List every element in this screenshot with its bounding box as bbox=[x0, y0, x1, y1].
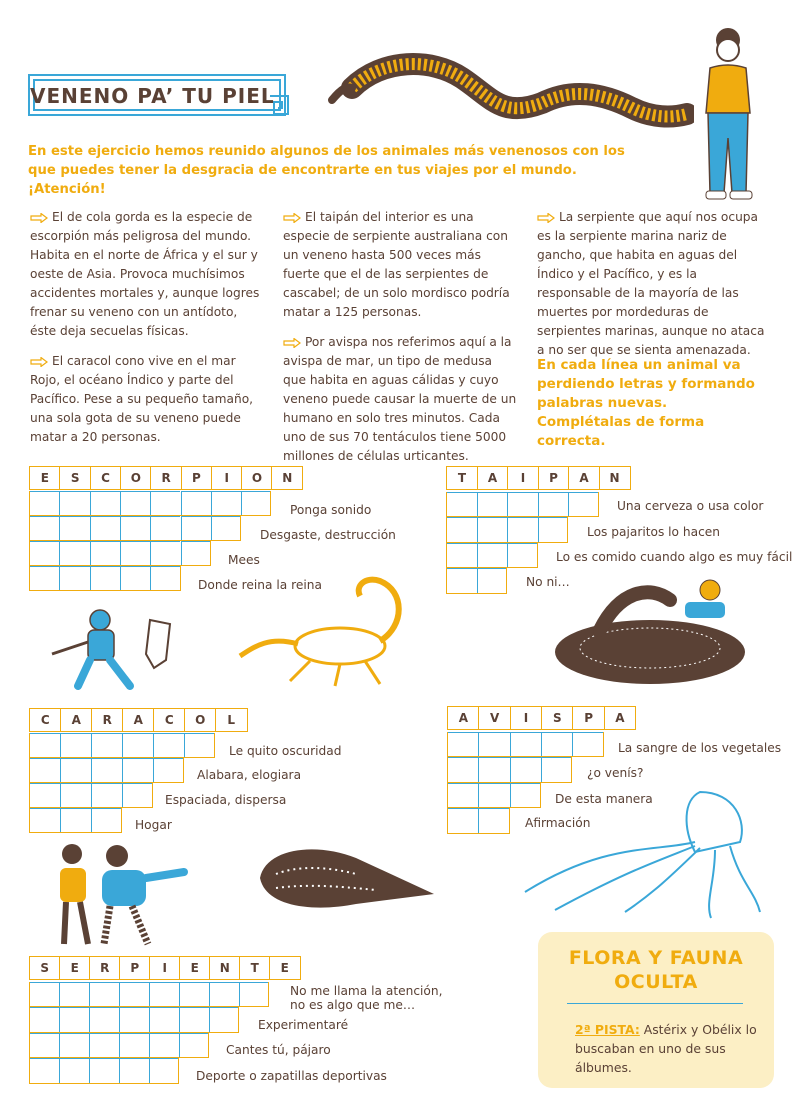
clue-avispa-4: Afirmación bbox=[525, 816, 591, 830]
letter-cell: T bbox=[446, 466, 478, 490]
row-border bbox=[29, 566, 181, 591]
divider bbox=[567, 1003, 743, 1004]
letter-cell: R bbox=[150, 466, 182, 490]
row-border bbox=[29, 541, 211, 566]
letter-cell: P bbox=[181, 466, 213, 490]
letter-cell: E bbox=[179, 956, 211, 980]
row-border bbox=[29, 491, 271, 516]
row-border bbox=[29, 1033, 209, 1059]
clue-escorpion-4: Donde reina la reina bbox=[198, 578, 322, 592]
couple-illustration bbox=[52, 842, 192, 950]
cone-snail-illustration bbox=[246, 838, 442, 918]
row-border bbox=[447, 808, 510, 834]
arrow-icon bbox=[537, 213, 555, 223]
arrow-icon bbox=[283, 213, 301, 223]
row-border bbox=[29, 982, 269, 1008]
clue-serpiente-1a: No me llama la atención, bbox=[290, 984, 443, 998]
challenge-instructions: En cada línea un animal va perdiendo letras y formando palabras nuevas. Complétalas de forma correcta. bbox=[537, 357, 755, 449]
clue-serpiente-4: Deporte o zapatillas deportivas bbox=[196, 1069, 387, 1083]
letter-cell: R bbox=[89, 956, 121, 980]
flora-fauna-title: FLORA Y FAUNA OCULTA bbox=[568, 947, 744, 993]
clue-caracol-1: Le quito oscuridad bbox=[229, 744, 342, 758]
letter-cell: P bbox=[119, 956, 151, 980]
letter-cell: A bbox=[604, 706, 637, 730]
fact-avispa: Por avispa nos referimos aquí a la avispa de mar, un tipo de medusa que habita en aguas cálidas y cuyo veneno puede causar la muerte de un humano en solo tres minutos. Cada uno de sus 70 tentáculos tiene 5000 millones de células urticantes. bbox=[283, 335, 517, 463]
facts-column-2 bbox=[283, 208, 517, 477]
facts-column-1 bbox=[30, 208, 262, 458]
fact-caracol: El caracol cono vive en el mar Rojo, el océano Índico y parte del Pacífico. Pese a su pequeño tamaño, una sola gota de su veneno puede matar a 20 personas. bbox=[30, 354, 254, 444]
letter-cell: E bbox=[59, 956, 91, 980]
fact-serpiente: La serpiente que aquí nos ocupa es la serpiente marina nariz de gancho, que habita en aguas del Índico y el Pacífico, y es la responsable de la mayoría de las muertes por mordeduras de serpientes marinas, aunque no ataca a no ser que se sienta amenazada. bbox=[537, 210, 765, 357]
clue-taipan-3: Lo es comido cuando algo es muy fácil bbox=[556, 550, 793, 564]
clue-taipan-4: No ni… bbox=[526, 575, 570, 589]
row-border bbox=[447, 732, 604, 758]
letter-cell: P bbox=[538, 466, 570, 490]
clue-caracol-2: Alabara, elogiara bbox=[197, 768, 302, 782]
scared-person-illustration bbox=[688, 18, 768, 208]
scorpion-illustration bbox=[230, 566, 430, 692]
arrow-icon bbox=[30, 357, 48, 367]
intro-text: En este ejercicio hemos reunido algunos de los animales más venenosos con los que puedes tener la desgracia de encontrarte en tus viajes por el mundo. ¡Atención! bbox=[28, 144, 625, 197]
letter-cell: I bbox=[149, 956, 181, 980]
facts-column-3 bbox=[537, 208, 771, 371]
row-border bbox=[29, 1007, 239, 1033]
clue-caracol-4: Hogar bbox=[135, 818, 172, 832]
letter-cell: C bbox=[90, 466, 122, 490]
clue-taipan-2: Los pajaritos lo hacen bbox=[587, 525, 721, 539]
letter-cell: S bbox=[29, 956, 61, 980]
row-border bbox=[447, 757, 572, 783]
clue-serpiente-2: Experimentaré bbox=[258, 1018, 349, 1032]
clue-avispa-2: ¿o venís? bbox=[587, 766, 644, 780]
letter-cell: S bbox=[541, 706, 574, 730]
snake-illustration bbox=[322, 48, 694, 138]
flora-hint: 2ª PISTA: Astérix y Obélix lo buscaban en uno de sus álbumes. bbox=[575, 1022, 757, 1075]
letter-cell: A bbox=[60, 708, 93, 732]
letter-cell: T bbox=[239, 956, 271, 980]
letter-cell: E bbox=[29, 466, 61, 490]
letter-cell: A bbox=[477, 466, 509, 490]
row-border bbox=[29, 733, 215, 758]
knight-illustration bbox=[38, 602, 178, 698]
letter-cell: O bbox=[241, 466, 273, 490]
letter-cell: A bbox=[568, 466, 600, 490]
clue-avispa-1: La sangre de los vegetales bbox=[618, 741, 782, 755]
letter-cell: C bbox=[153, 708, 186, 732]
clue-serpiente-1b: no es algo que me… bbox=[290, 998, 416, 1012]
clue-escorpion-1: Ponga sonido bbox=[290, 503, 372, 517]
letter-cell: R bbox=[91, 708, 124, 732]
clue-avispa-3: De esta manera bbox=[555, 792, 653, 806]
letter-cell: N bbox=[209, 956, 241, 980]
letter-cell: L bbox=[215, 708, 248, 732]
row-border bbox=[29, 1058, 179, 1084]
letter-cell: V bbox=[478, 706, 511, 730]
row-border bbox=[446, 492, 599, 518]
clue-escorpion-2: Desgaste, destrucción bbox=[260, 528, 396, 542]
row-border bbox=[29, 516, 241, 541]
letter-cell: O bbox=[120, 466, 152, 490]
letter-cell: S bbox=[59, 466, 91, 490]
fact-escorpion: El de cola gorda es la especie de escorpión más peligrosa del mundo. Habita en el norte de África y el sur y oeste de Asia. Provoca muchísimos accidentes mortales y, aunque logres frenar su veneno con un antídoto, éste deja secuelas físicas. bbox=[30, 210, 260, 338]
letter-cell: N bbox=[271, 466, 303, 490]
row-border bbox=[29, 783, 153, 808]
clue-taipan-1: Una cerveza o usa color bbox=[617, 499, 764, 513]
clue-escorpion-3: Mees bbox=[228, 553, 260, 567]
row-border bbox=[446, 568, 507, 594]
page-title: VENENO PA’ TU PIEL bbox=[30, 84, 275, 108]
clue-serpiente-3: Cantes tú, pájaro bbox=[226, 1043, 331, 1057]
clue-caracol-3: Espaciada, dispersa bbox=[165, 793, 287, 807]
box-jellyfish-illustration bbox=[515, 782, 765, 920]
arrow-icon bbox=[30, 213, 48, 223]
letter-cell: I bbox=[211, 466, 243, 490]
letter-cell: N bbox=[599, 466, 631, 490]
row-border bbox=[29, 808, 122, 833]
arrow-icon bbox=[283, 338, 301, 348]
letter-cell: E bbox=[269, 956, 301, 980]
fact-taipan: El taipán del interior es una especie de serpiente australiana con un veneno hasta 500 veces más fuerte que el de las serpientes de cascabel; de un solo mordisco podría matar a 125 personas. bbox=[283, 210, 510, 319]
row-border bbox=[29, 758, 184, 783]
letter-cell: O bbox=[184, 708, 217, 732]
row-border bbox=[446, 517, 568, 543]
letter-cell: I bbox=[510, 706, 543, 730]
letter-cell: I bbox=[507, 466, 539, 490]
letter-cell: C bbox=[29, 708, 62, 732]
taipan-snake-illustration bbox=[540, 570, 750, 692]
letter-cell: A bbox=[447, 706, 480, 730]
row-border bbox=[446, 543, 538, 569]
letter-cell: A bbox=[122, 708, 155, 732]
letter-cell: P bbox=[572, 706, 605, 730]
